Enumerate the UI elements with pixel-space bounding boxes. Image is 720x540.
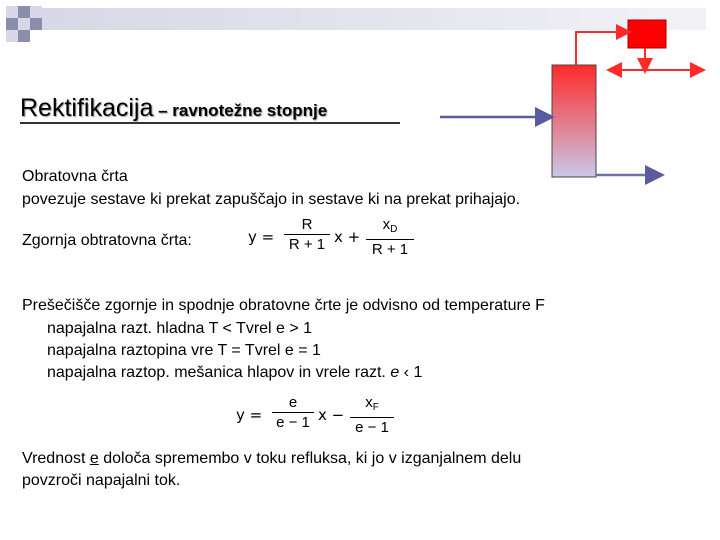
eq2-frac2-num: $x_F$ <box>365 394 379 413</box>
case-boiling: napajalna raztopina vre T = Tvrel e = 1 <box>47 342 321 359</box>
eq1-frac1-den: R + 1 <box>288 236 326 253</box>
eq2-frac2-den: e − 1 <box>355 419 389 436</box>
eq2-frac1-num: e <box>288 394 298 411</box>
eq1-lhs: y = <box>248 228 275 246</box>
upper-line-label: Zgornja obtratovna črta: <box>22 232 192 249</box>
equation-q-line <box>236 392 406 438</box>
title-main: Rektifikacija <box>20 94 154 122</box>
case-cold: napajalna razt. hladna T < Tvrel e > 1 <box>47 320 313 337</box>
text-line-2: povezuje sestave ki prekat zapuščajo in sestave ki na prekat prihajajo. <box>22 191 521 208</box>
column <box>552 65 596 177</box>
vapor-line <box>576 32 628 65</box>
case-mixture: napajalna raztop. mešanica hlapov in vrele razt. e ‹ 1 <box>47 364 423 381</box>
final-text-line-1: Vrednost e določa spremembo v toku refluksa, ki jo v izganjalnem delu <box>22 450 522 467</box>
condenser-box <box>628 20 666 48</box>
eq2-fraction-1 <box>272 394 314 431</box>
title-underline <box>20 122 400 124</box>
eq2-frac1-den: e − 1 <box>276 414 310 431</box>
eq1-fraction-1 <box>284 216 330 253</box>
eq2-fraction-2 <box>350 394 394 436</box>
eq2-mid: x − <box>318 406 345 424</box>
eq2-lhs: y = <box>236 406 263 424</box>
distillation-column-diagram <box>440 12 710 192</box>
intersection-text: Prešečišče zgornje in spodnje obratovne črte je odvisno od temperature F <box>22 297 545 314</box>
eq1-fraction-2 <box>366 216 414 258</box>
text-line-1: Obratovna črta <box>22 168 128 185</box>
eq1-mid: x + <box>334 228 361 246</box>
eq1-frac2-den: R + 1 <box>371 241 409 258</box>
final-e: e <box>89 450 99 467</box>
equation-upper-operating-line <box>248 214 428 260</box>
eq1-frac2-num: $x_D$ <box>382 216 398 235</box>
eq1-frac1-num: R <box>301 216 313 233</box>
case-mixture-e: e <box>390 364 400 381</box>
title-sub: – ravnotežne stopnje <box>153 101 328 120</box>
page-title <box>20 94 327 123</box>
final-text-line-2: povzroči napajalni tok. <box>22 472 181 489</box>
